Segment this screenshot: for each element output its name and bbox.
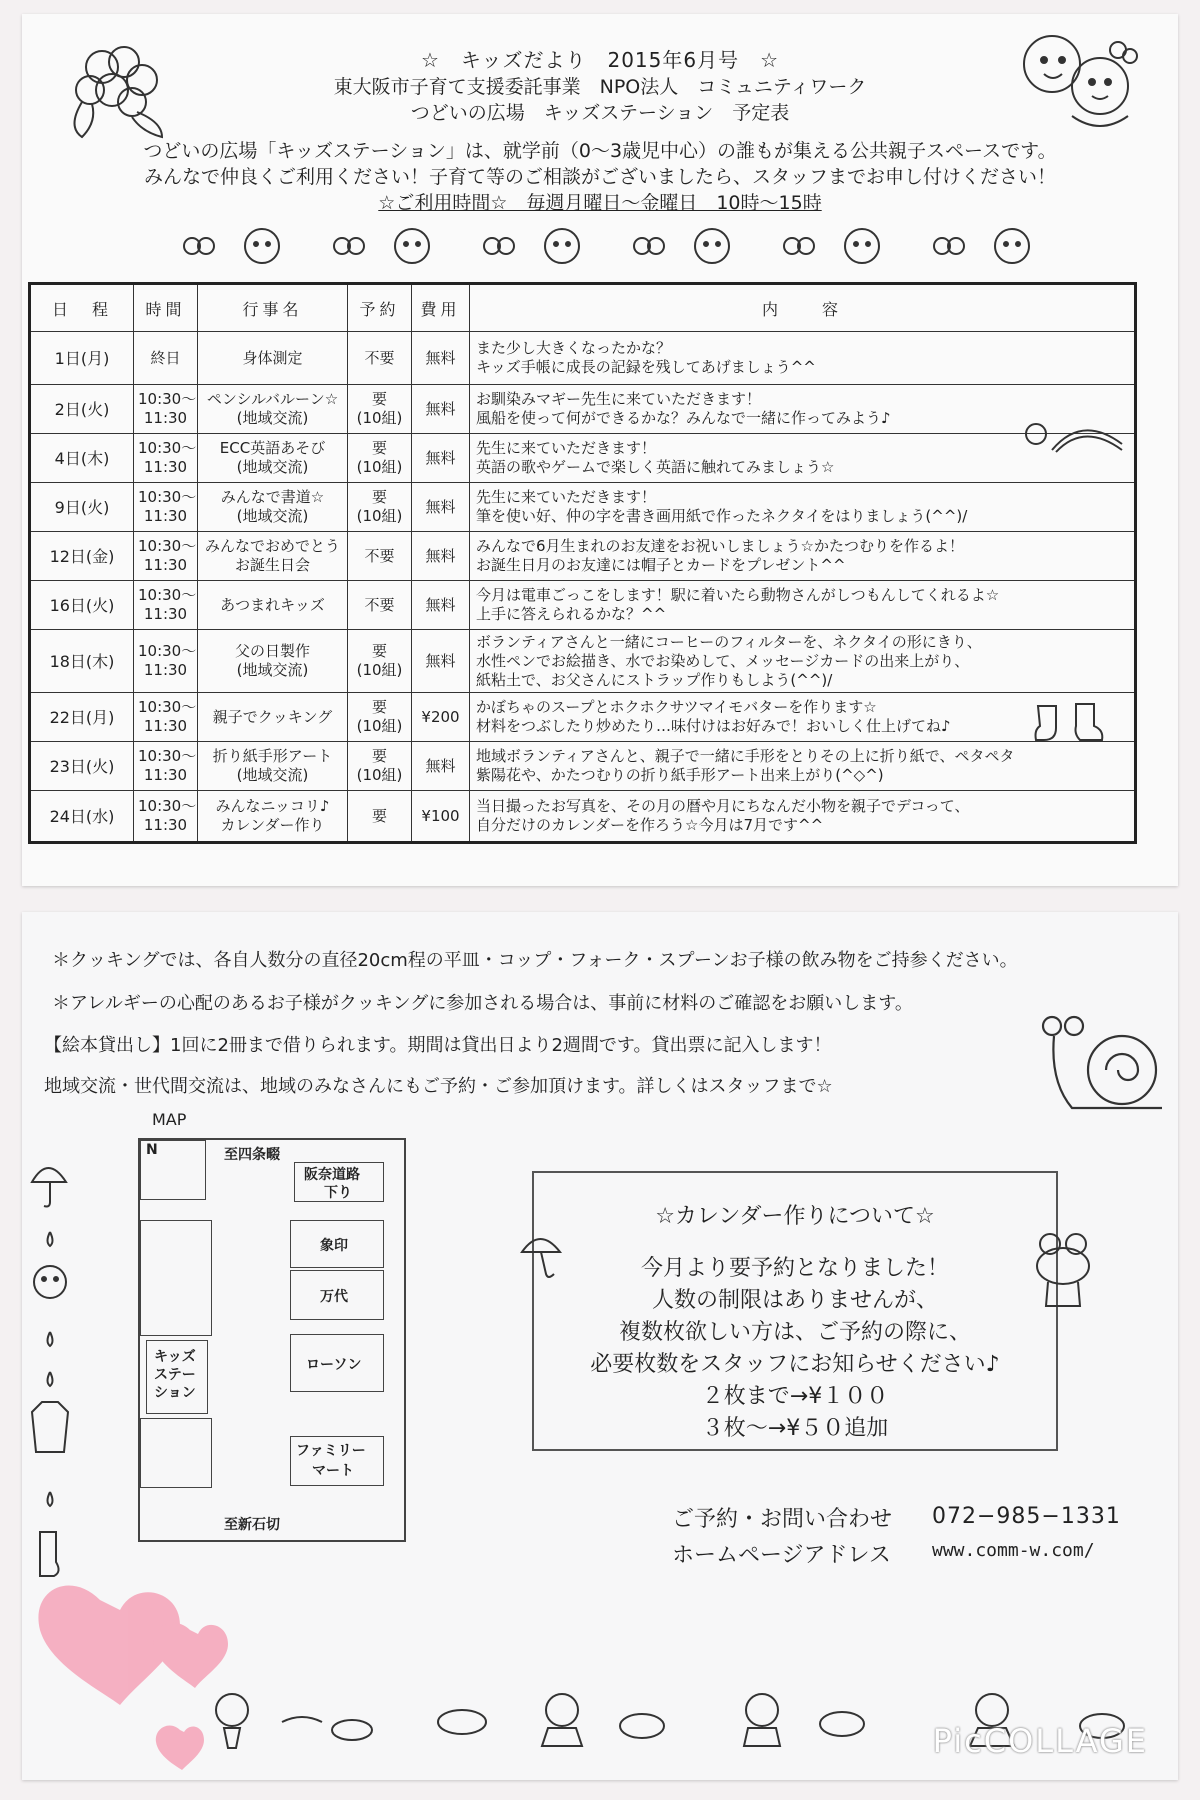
row-event xyxy=(198,434,348,483)
header-event: 行事名 xyxy=(198,284,348,332)
row-reservation xyxy=(348,630,412,693)
map-block-w2 xyxy=(140,1418,212,1488)
row-time xyxy=(134,532,198,581)
row-time-text: 10:30〜 xyxy=(138,537,197,555)
row-reservation-text: (10組) xyxy=(356,409,403,427)
row-time-text: 10:30〜 xyxy=(138,747,197,765)
row-event-text: ECC英語あそび xyxy=(219,439,326,457)
row-description xyxy=(470,332,1136,385)
row-description-text: 材料をつぶしたり炒めたり…味付けはお好みで！おいしく仕上げてね♪ xyxy=(476,717,951,735)
row-date xyxy=(30,332,134,385)
row-time-text: 11:30 xyxy=(143,661,188,679)
row-date-text: 23日(火) xyxy=(49,756,115,776)
row-reservation-text: (10組) xyxy=(356,717,403,735)
row-event xyxy=(198,483,348,532)
row-description-text: 紙粘土で、お父さんにストラップ作りもしよう(^^)/ xyxy=(476,670,833,689)
row-date-text: 16日(火) xyxy=(49,595,115,615)
row-event xyxy=(198,532,348,581)
row-time xyxy=(134,791,198,843)
row-fee-text: 無料 xyxy=(425,546,456,565)
row-reservation-text: 要 xyxy=(371,488,387,506)
row-time-text: 11:30 xyxy=(143,717,188,735)
header-description: 内 容 xyxy=(470,284,1136,332)
row-time-text: 10:30〜 xyxy=(138,642,197,660)
row-event-text: (地域交流) xyxy=(236,409,309,427)
header-reservation: 予約 xyxy=(348,284,412,332)
row-date xyxy=(30,693,134,742)
row-reservation-text: (10組) xyxy=(356,661,403,679)
opening-hours: ☆ご利用時間☆ 毎週月曜日〜金曜日 10時〜15時 xyxy=(378,192,822,214)
row-time-text: 10:30〜 xyxy=(138,439,197,457)
piccollage-watermark: PicCOLLAGE xyxy=(932,1722,1148,1760)
row-date xyxy=(30,581,134,630)
row-description-text: 今月は電車ごっこをします！駅に着いたら動物さんがしつもんしてくれるよ☆ xyxy=(476,586,1000,604)
row-event xyxy=(198,581,348,630)
row-description-text: 英語の歌やゲームで楽しく英語に触れてみましょう☆ xyxy=(476,458,835,476)
row-event xyxy=(198,630,348,693)
row-reservation xyxy=(348,693,412,742)
row-description xyxy=(470,630,1136,693)
row-time-text: 10:30〜 xyxy=(138,698,197,716)
row-date xyxy=(30,791,134,843)
row-reservation xyxy=(348,581,412,630)
map-label: MAP xyxy=(152,1110,187,1129)
row-event-text: (地域交流) xyxy=(236,458,309,476)
schedule-subtitle: つどいの広場 キッズステーション 予定表 xyxy=(410,102,790,124)
calendar-line-1: 今月より要予約となりました！ xyxy=(640,1256,949,1281)
row-date-text: 22日(月) xyxy=(49,707,115,727)
row-time-text: 11:30 xyxy=(143,556,188,574)
map-to-north: 至四条畷 xyxy=(224,1147,280,1163)
row-event-text: (地域交流) xyxy=(236,766,309,784)
row-time-text: 11:30 xyxy=(143,458,188,476)
row-reservation-text: (10組) xyxy=(356,766,403,784)
row-event-text: 親子でクッキング xyxy=(212,707,333,726)
table-row xyxy=(30,742,1136,791)
row-fee xyxy=(412,693,470,742)
newsletter-top-photo xyxy=(22,14,1178,886)
row-description-text: 筆を使い好、仲の字を書き画用紙で作ったネクタイをはりましょう(^^)/ xyxy=(476,507,968,525)
row-event-text: (地域交流) xyxy=(236,661,309,679)
row-fee-text: 無料 xyxy=(425,756,456,775)
row-fee xyxy=(412,581,470,630)
row-date xyxy=(30,532,134,581)
rainbow-icon xyxy=(1022,414,1126,454)
homepage-label: ホームページアドレス xyxy=(672,1543,891,1568)
row-fee xyxy=(412,742,470,791)
calendar-price-1: ２枚まで→¥１００ xyxy=(701,1384,889,1409)
calendar-line-2: 人数の制限はありませんが、 xyxy=(651,1288,938,1313)
row-date-text: 2日(火) xyxy=(54,399,110,419)
row-date xyxy=(30,483,134,532)
table-header-row xyxy=(30,284,1136,332)
note-cooking: ＊クッキングでは、各自人数分の直径20cm程の平皿・コップ・フォーク・スプーンお子様の飲み物をご持参ください。 xyxy=(52,950,1018,971)
row-description xyxy=(470,581,1136,630)
row-fee-text: 無料 xyxy=(425,348,456,367)
row-event-text: みんなで書道☆ xyxy=(220,488,325,506)
row-fee xyxy=(412,532,470,581)
socks-icon xyxy=(1032,700,1112,746)
umbrella-icon xyxy=(518,1230,564,1280)
row-time-text: 11:30 xyxy=(143,605,188,623)
row-description xyxy=(470,532,1136,581)
row-event xyxy=(198,791,348,843)
row-date xyxy=(30,434,134,483)
snail-icon xyxy=(1032,1012,1172,1122)
row-description-text: 自分だけのカレンダーを作ろう☆今月は7月です^^ xyxy=(476,816,824,834)
row-date-text: 12日(金) xyxy=(49,546,115,566)
header-date: 日 程 xyxy=(30,284,134,332)
row-date-text: 18日(木) xyxy=(49,651,115,671)
row-time-text: 終日 xyxy=(150,348,181,367)
row-description-text: ボランティアさんと一緒にコーヒーのフィルターを、ネクタイの形にきり、 xyxy=(476,632,982,651)
row-event-text: みんなでおめでとう xyxy=(204,537,340,555)
row-event-text: お誕生日会 xyxy=(234,556,310,574)
row-fee-text: ¥200 xyxy=(421,707,460,726)
map-kids-2: ステー xyxy=(154,1367,196,1383)
map-kids-1: キッズ xyxy=(154,1349,196,1365)
row-event-text: ペンシルバルーン☆ xyxy=(206,390,339,408)
map-block-w1 xyxy=(140,1220,212,1336)
row-time-text: 10:30〜 xyxy=(138,586,197,604)
access-map xyxy=(138,1138,406,1542)
map-familymart-1: ファミリー xyxy=(296,1443,366,1459)
map-road-label: 阪奈道路 xyxy=(304,1167,360,1183)
row-reservation xyxy=(348,742,412,791)
row-event xyxy=(198,332,348,385)
row-description-text: 先生に来ていただきます！ xyxy=(476,488,657,506)
header-fee: 費用 xyxy=(412,284,470,332)
row-date-text: 1日(月) xyxy=(54,348,110,368)
contact-phone: 072−985−1331 xyxy=(932,1504,1121,1529)
row-event-text: あつまれキッズ xyxy=(220,595,325,614)
row-time-text: 11:30 xyxy=(143,766,188,784)
table-row xyxy=(30,581,1136,630)
schedule-table xyxy=(28,282,1137,844)
header-time: 時間 xyxy=(134,284,198,332)
rain-doodles-icon xyxy=(22,1152,82,1602)
map-north-label: N xyxy=(146,1142,158,1158)
row-description-text: キッズ手帳に成長の記録を残してあげましょう^^ xyxy=(476,358,816,376)
row-fee-text: 無料 xyxy=(425,448,456,467)
table-row xyxy=(30,630,1136,693)
row-event-text: カレンダー作り xyxy=(220,816,325,834)
row-fee xyxy=(412,434,470,483)
note-community: 地域交流・世代間交流は、地域のみなさんにもご予約・ご参加頂けます。詳しくはスタッフまで☆ xyxy=(44,1076,833,1097)
frog-icon xyxy=(1028,1230,1098,1310)
pink-hearts-icon xyxy=(30,1570,290,1790)
row-reservation-text: (10組) xyxy=(356,458,403,476)
row-reservation-text: 不要 xyxy=(364,348,395,367)
row-event xyxy=(198,742,348,791)
row-time xyxy=(134,693,198,742)
row-time xyxy=(134,332,198,385)
faces-border-icon xyxy=(172,226,1052,266)
row-fee xyxy=(412,385,470,434)
row-event xyxy=(198,385,348,434)
row-description-text: 当日撮ったお写真を、その月の暦や月にちなんだ小物を親子でデコって、 xyxy=(476,797,970,815)
note-allergy: ＊アレルギーの心配のあるお子様がクッキングに参加される場合は、事前に材料のご確認をお願いします。 xyxy=(52,993,913,1014)
row-time-text: 10:30〜 xyxy=(138,797,197,815)
row-reservation-text: 不要 xyxy=(364,546,395,565)
row-reservation-text: 要 xyxy=(371,439,387,457)
row-time-text: 10:30〜 xyxy=(138,390,197,408)
row-reservation xyxy=(348,434,412,483)
map-lawson: ローソン xyxy=(306,1357,362,1373)
map-to-south: 至新石切 xyxy=(224,1517,280,1533)
row-fee xyxy=(412,483,470,532)
row-fee-text: 無料 xyxy=(425,651,456,670)
row-description xyxy=(470,483,1136,532)
row-description-text: 風船を使って何ができるかな？みんなで一緒に作ってみよう♪ xyxy=(476,409,891,427)
calendar-price-2: ３枚〜→¥５０追加 xyxy=(701,1416,889,1441)
newsletter-title: ☆ キッズだより 2015年6月号 ☆ xyxy=(420,48,780,72)
row-reservation xyxy=(348,332,412,385)
row-reservation xyxy=(348,791,412,843)
row-event-text: 父の日製作 xyxy=(234,642,310,660)
table-row xyxy=(30,791,1136,843)
row-event-text: 身体測定 xyxy=(242,348,303,367)
row-date-text: 24日(水) xyxy=(49,806,115,826)
row-description-text: みんなで6月生まれのお友達をお祝いしましょう☆かたつむりを作るよ！ xyxy=(476,537,964,555)
row-description xyxy=(470,742,1136,791)
row-time xyxy=(134,630,198,693)
table-row xyxy=(30,532,1136,581)
row-time xyxy=(134,483,198,532)
row-event-text: みんなニッコリ♪ xyxy=(215,797,330,815)
row-fee xyxy=(412,332,470,385)
map-zojirushi: 象印 xyxy=(320,1238,348,1254)
map-familymart-2: マート xyxy=(312,1463,354,1479)
row-reservation-text: 要 xyxy=(371,806,387,825)
calendar-title: ☆カレンダー作りについて☆ xyxy=(655,1204,935,1229)
row-reservation xyxy=(348,385,412,434)
map-kids-3: ション xyxy=(154,1385,196,1401)
row-description-text: 上手に答えられるかな？^^ xyxy=(476,605,667,623)
row-description xyxy=(470,791,1136,843)
row-time-text: 11:30 xyxy=(143,409,188,427)
row-date xyxy=(30,630,134,693)
table-row xyxy=(30,483,1136,532)
row-reservation-text: 要 xyxy=(371,390,387,408)
row-description-text: 先生に来ていただきます！ xyxy=(476,439,657,457)
row-description-text: かぼちゃのスープとホクホクサツマイモバターを作ります☆ xyxy=(476,698,877,716)
row-time-text: 10:30〜 xyxy=(138,488,197,506)
intro-line-1: つどいの広場「キッズステーション」は、就学前（0〜3歳児中心）の誰もが集える公共親子スペースです。 xyxy=(143,140,1057,162)
row-event-text: 折り紙手形アート xyxy=(212,747,333,765)
map-road-down: 下り xyxy=(324,1185,352,1201)
calendar-info-box xyxy=(532,1171,1058,1451)
row-fee-text: ¥100 xyxy=(421,806,460,825)
row-date-text: 4日(木) xyxy=(54,448,110,468)
row-reservation-text: 要 xyxy=(371,698,387,716)
row-time-text: 11:30 xyxy=(143,816,188,834)
row-time xyxy=(134,434,198,483)
calendar-line-3: 複数枚欲しい方は、ご予約の際に、 xyxy=(618,1320,971,1345)
row-event xyxy=(198,693,348,742)
row-time xyxy=(134,581,198,630)
row-description-text: また少し大きくなったかな？ xyxy=(476,339,672,357)
row-time-text: 11:30 xyxy=(143,507,188,525)
table-row xyxy=(30,385,1136,434)
row-date xyxy=(30,385,134,434)
row-description-text: お馴染みマギー先生に来ていただきます！ xyxy=(476,390,762,408)
contact-label: ご予約・お問い合わせ xyxy=(672,1507,893,1532)
row-date-text: 9日(火) xyxy=(54,497,110,517)
intro-line-2: みんなで仲良くご利用ください！子育て等のご相談がございましたら、スタッフまでお申し付けください！ xyxy=(143,166,1056,188)
organization-line: 東大阪市子育て支援委託事業 NPO法人 コミュニティワーク xyxy=(333,76,867,98)
row-reservation xyxy=(348,532,412,581)
row-event-text: (地域交流) xyxy=(236,507,309,525)
row-reservation-text: (10組) xyxy=(356,507,403,525)
row-description-text: 紫陽花や、かたつむりの折り紙手形アート出来上がり(^◇^) xyxy=(476,766,884,784)
row-fee-text: 無料 xyxy=(425,595,456,614)
row-fee-text: 無料 xyxy=(425,497,456,516)
row-fee xyxy=(412,630,470,693)
table-row xyxy=(30,693,1136,742)
row-reservation-text: 要 xyxy=(371,642,387,660)
table-row xyxy=(30,434,1136,483)
row-reservation-text: 不要 xyxy=(364,595,395,614)
row-description-text: 地域ボランティアさんと、親子で一緒に手形をとりその上に折り紙で、ペタペタ xyxy=(476,747,1015,765)
row-fee-text: 無料 xyxy=(425,399,456,418)
row-date xyxy=(30,742,134,791)
calendar-line-4: 必要枚数をスタッフにお知らせください♪ xyxy=(590,1352,1000,1377)
row-time xyxy=(134,742,198,791)
row-description-text: お誕生日月のお友達には帽子とカードをプレゼント^^ xyxy=(476,556,846,574)
row-description-text: 水性ペンでお絵描き、水でお染めして、メッセージカードの出来上がり、 xyxy=(476,651,970,670)
table-row xyxy=(30,332,1136,385)
note-picture-books: 【絵本貸出し】1回に2冊まで借りられます。期間は貸出日より2週間です。貸出票に記入します！ xyxy=(44,1035,832,1056)
row-time xyxy=(134,385,198,434)
row-fee xyxy=(412,791,470,843)
row-reservation xyxy=(348,483,412,532)
homepage-url: www.comm-w.com/ xyxy=(932,1540,1095,1561)
map-mandai: 万代 xyxy=(320,1289,348,1305)
row-reservation-text: 要 xyxy=(371,747,387,765)
